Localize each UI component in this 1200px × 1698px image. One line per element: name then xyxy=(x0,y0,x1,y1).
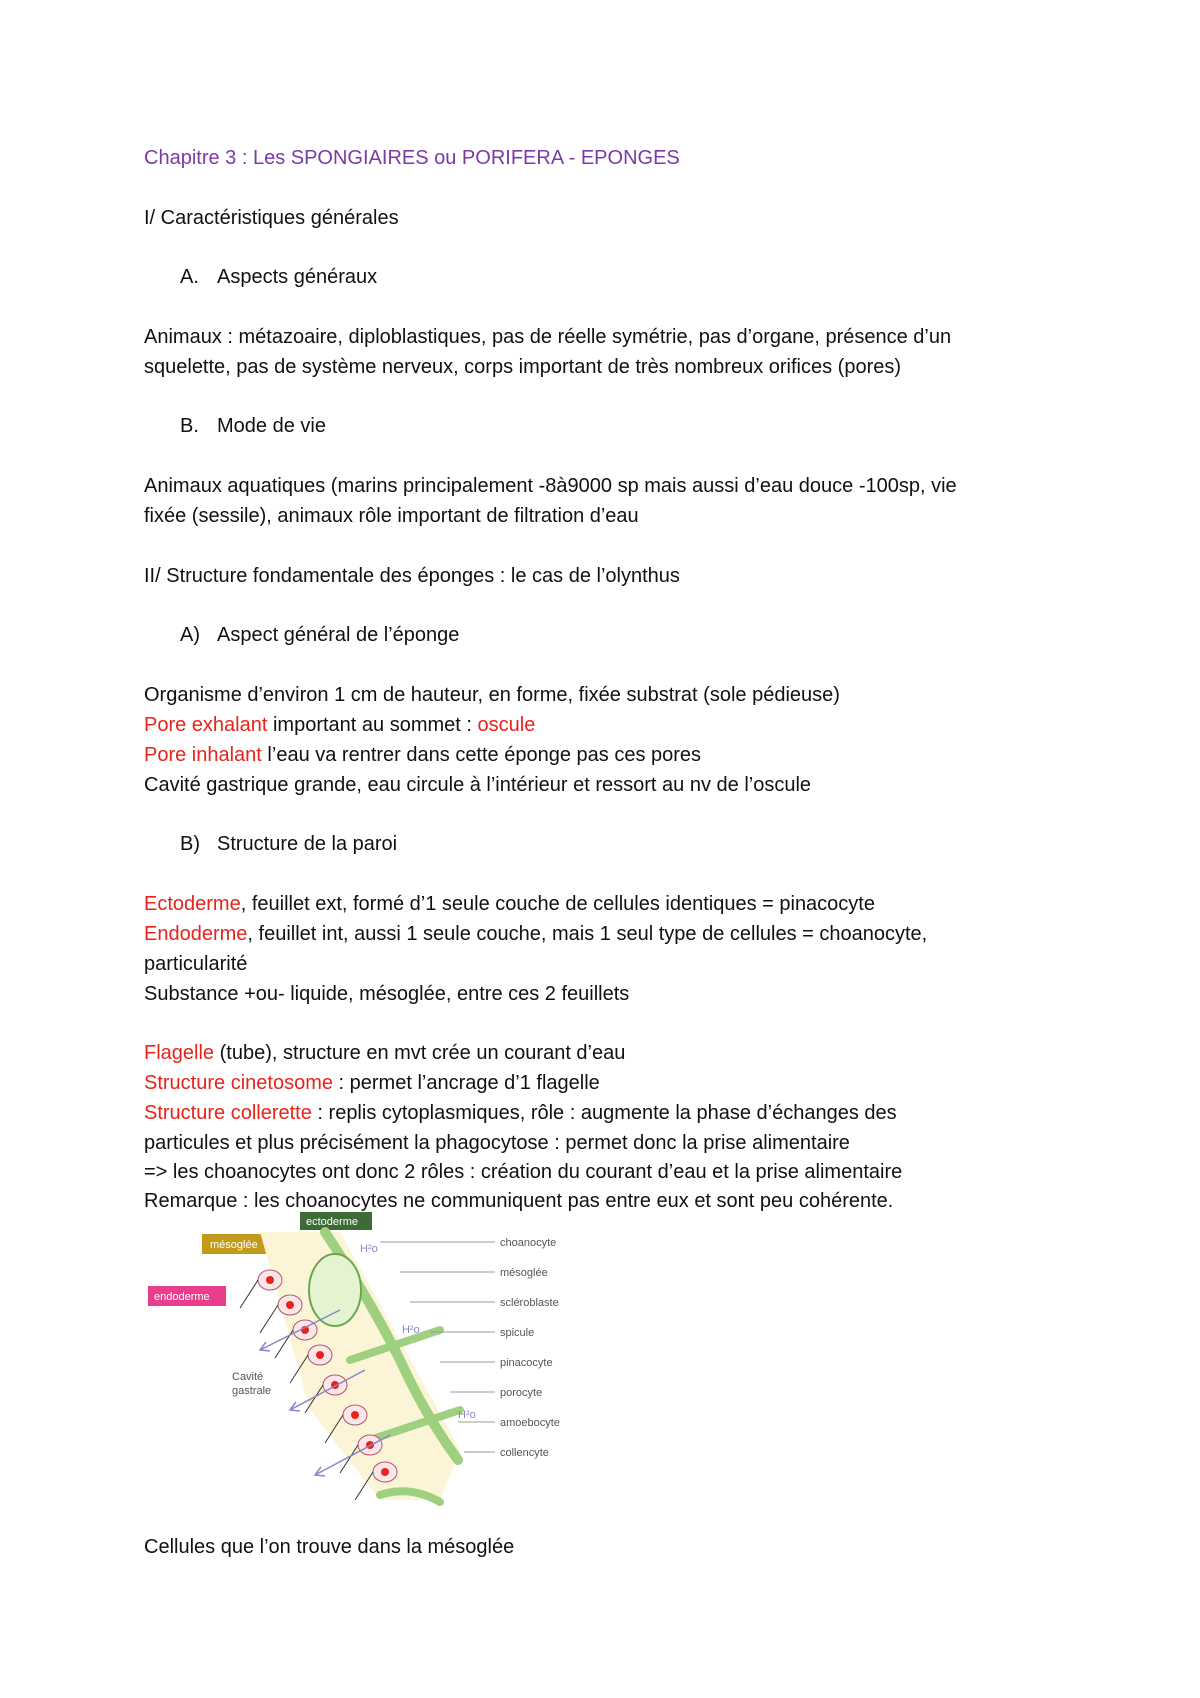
paragraph-line: particules et plus précisément la phagocytose : permet donc la prise alimentaire xyxy=(144,1132,850,1154)
legend-label: collencyte xyxy=(500,1447,549,1459)
paragraph-line xyxy=(144,740,701,770)
paragraph-line: fixée (sessile), animaux rôle important de filtration d’eau xyxy=(144,505,639,527)
line-text: : replis cytoplasmiques, rôle : augmente la phase d’échanges des xyxy=(311,1102,897,1124)
sponge-wall-diagram xyxy=(140,1210,660,1510)
paragraph-line xyxy=(144,1038,625,1068)
legend-label: porocyte xyxy=(500,1387,543,1399)
legend-label: amoebocyte xyxy=(500,1417,560,1429)
keyword: Endoderme xyxy=(144,923,248,945)
paragraph-line: particularité xyxy=(144,953,248,975)
cavity-label: gastrale xyxy=(232,1385,272,1397)
keyword: Ectoderme xyxy=(144,893,241,915)
subsection-1b-heading xyxy=(180,411,326,441)
paragraph-line xyxy=(144,1098,897,1128)
paragraph-line: Organisme d’environ 1 cm de hauteur, en forme, fixée substrat (sole pédieuse) xyxy=(144,684,840,706)
keyword: Structure cinetosome xyxy=(144,1072,333,1094)
ectoderme-tag-label: ectoderme xyxy=(306,1216,358,1228)
water-label: H²o xyxy=(360,1243,378,1255)
legend-label: mésoglée xyxy=(500,1267,548,1279)
paragraph-line xyxy=(144,889,875,919)
subsection-2b-heading xyxy=(180,829,397,859)
water-label: H²o xyxy=(458,1409,476,1421)
paragraph-line: squelette, pas de système nerveux, corps important de très nombreux orifices (pores) xyxy=(144,356,902,378)
paragraph-line: => les choanocytes ont donc 2 rôles : création du courant d’eau et la prise alimentaire xyxy=(144,1161,903,1183)
cavity-label: Cavité xyxy=(232,1371,264,1383)
paragraph-line: Cavité gastrique grande, eau circule à l’intérieur et ressort au nv de l’oscule xyxy=(144,774,812,796)
line-text: : permet l’ancrage d’1 flagelle xyxy=(332,1072,600,1094)
line-text: , feuillet ext, formé d’1 seule couche de cellules identiques = pinacocyte xyxy=(240,893,875,915)
legend-label: pinacocyte xyxy=(500,1357,553,1369)
subsection-number: A) xyxy=(180,624,200,646)
subsection-label: Aspects généraux xyxy=(217,266,378,288)
subsection-number: B. xyxy=(180,415,199,437)
line-text: , feuillet int, aussi 1 seule couche, mais 1 seul type de cellules = choanocyte, xyxy=(247,923,928,945)
subsection-label: Aspect général de l’éponge xyxy=(217,624,460,646)
keyword: Pore inhalant xyxy=(144,744,262,766)
subsection-2a-heading xyxy=(180,620,459,650)
section-2-heading: II/ Structure fondamentale des éponges : le cas de l’olynthus xyxy=(144,565,680,587)
keyword: Pore exhalant xyxy=(144,714,268,736)
subsection-1a-heading xyxy=(180,262,377,292)
subsection-label: Mode de vie xyxy=(217,415,326,437)
line-text: important au sommet : xyxy=(267,714,478,736)
paragraph-line: Animaux aquatiques (marins principalement -8à9000 sp mais aussi d’eau douce -100sp, vie xyxy=(144,475,957,497)
keyword: oscule xyxy=(477,714,536,736)
paragraph-line: Substance +ou- liquide, mésoglée, entre ces 2 feuillets xyxy=(144,983,630,1005)
chapter-title: Chapitre 3 : Les SPONGIAIRES ou PORIFERA - EPONGES xyxy=(144,147,680,169)
paragraph-line: Animaux : métazoaire, diploblastiques, pas de réelle symétrie, pas d’organe, présence d’un xyxy=(144,326,952,348)
subsection-label: Structure de la paroi xyxy=(217,833,398,855)
keyword: Structure collerette xyxy=(144,1102,312,1124)
subsection-number: B) xyxy=(180,833,200,855)
water-label: H²o xyxy=(402,1324,420,1336)
paragraph-line xyxy=(144,710,535,740)
paragraph-line xyxy=(144,1068,600,1098)
mesoglee-tag-label: mésoglée xyxy=(210,1239,258,1251)
legend-label: scléroblaste xyxy=(500,1297,559,1309)
porocyte-cell xyxy=(309,1254,361,1326)
paragraph-line xyxy=(144,919,927,949)
legend-label: choanocyte xyxy=(500,1237,557,1249)
endoderme-tag-label: endoderme xyxy=(154,1291,210,1303)
paragraph-line: Remarque : les choanocytes ne communiquent pas entre eux et sont peu cohérente. xyxy=(144,1190,894,1212)
figure-caption: Cellules que l’on trouve dans la mésoglée xyxy=(144,1536,515,1558)
line-text: l’eau va rentrer dans cette éponge pas ces pores xyxy=(261,744,702,766)
subsection-number: A. xyxy=(180,266,199,288)
legend-label: spicule xyxy=(500,1327,535,1339)
line-text: (tube), structure en mvt crée un courant d’eau xyxy=(214,1042,626,1064)
keyword: Flagelle xyxy=(144,1042,215,1064)
section-1-heading: I/ Caractéristiques générales xyxy=(144,207,399,229)
